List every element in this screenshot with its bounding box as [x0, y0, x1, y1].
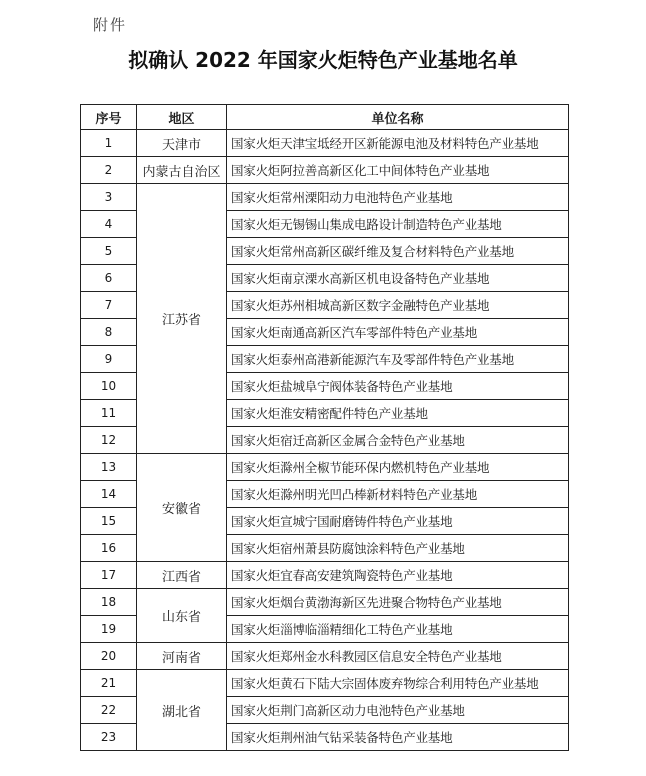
- region-cell: 河南省: [137, 643, 227, 670]
- table-body: [81, 130, 569, 751]
- base-list-table: [80, 104, 569, 751]
- serial-cell: 16: [81, 535, 137, 562]
- unit-name-cell: 国家火炬淮安精密配件特色产业基地: [227, 400, 569, 427]
- region-cell: 天津市: [137, 130, 227, 157]
- unit-name-cell: 国家火炬荆州油气钻采装备特色产业基地: [227, 724, 569, 751]
- unit-name-cell: 国家火炬阿拉善高新区化工中间体特色产业基地: [227, 157, 569, 184]
- unit-name-cell: 国家火炬滁州明光凹凸棒新材料特色产业基地: [227, 481, 569, 508]
- unit-name-cell: 国家火炬南通高新区汽车零部件特色产业基地: [227, 319, 569, 346]
- serial-cell: 10: [81, 373, 137, 400]
- serial-cell: 3: [81, 184, 137, 211]
- serial-cell: 23: [81, 724, 137, 751]
- serial-cell: 13: [81, 454, 137, 481]
- region-cell: 江西省: [137, 562, 227, 589]
- region-cell: 安徽省: [137, 454, 227, 562]
- table-row: [81, 157, 569, 184]
- header-region: 地区: [137, 105, 227, 130]
- unit-name-cell: 国家火炬天津宝坻经开区新能源电池及材料特色产业基地: [227, 130, 569, 157]
- serial-cell: 15: [81, 508, 137, 535]
- region-cell: 山东省: [137, 589, 227, 643]
- document-title: 拟确认 2022 年国家火炬特色产业基地名单: [128, 48, 518, 72]
- unit-name-cell: 国家火炬淄博临淄精细化工特色产业基地: [227, 616, 569, 643]
- unit-name-cell: 国家火炬常州高新区碳纤维及复合材料特色产业基地: [227, 238, 569, 265]
- table-header-row: [81, 105, 569, 130]
- serial-cell: 8: [81, 319, 137, 346]
- unit-name-cell: 国家火炬宣城宁国耐磨铸件特色产业基地: [227, 508, 569, 535]
- unit-name-cell: 国家火炬南京溧水高新区机电设备特色产业基地: [227, 265, 569, 292]
- serial-cell: 17: [81, 562, 137, 589]
- serial-cell: 22: [81, 697, 137, 724]
- serial-cell: 1: [81, 130, 137, 157]
- header-unit-name: 单位名称: [227, 105, 569, 130]
- unit-name-cell: 国家火炬宜春高安建筑陶瓷特色产业基地: [227, 562, 569, 589]
- unit-name-cell: 国家火炬盐城阜宁阀体装备特色产业基地: [227, 373, 569, 400]
- unit-name-cell: 国家火炬常州溧阳动力电池特色产业基地: [227, 184, 569, 211]
- attachment-label: 附件: [93, 16, 128, 34]
- unit-name-cell: 国家火炬滁州全椒节能环保内燃机特色产业基地: [227, 454, 569, 481]
- unit-name-cell: 国家火炬郑州金水科教园区信息安全特色产业基地: [227, 643, 569, 670]
- region-cell: 内蒙古自治区: [137, 157, 227, 184]
- serial-cell: 6: [81, 265, 137, 292]
- serial-cell: 21: [81, 670, 137, 697]
- serial-cell: 2: [81, 157, 137, 184]
- table-row: [81, 184, 569, 211]
- unit-name-cell: 国家火炬苏州相城高新区数字金融特色产业基地: [227, 292, 569, 319]
- header-serial: 序号: [81, 105, 137, 130]
- table-row: [81, 130, 569, 157]
- unit-name-cell: 国家火炬泰州高港新能源汽车及零部件特色产业基地: [227, 346, 569, 373]
- serial-cell: 19: [81, 616, 137, 643]
- serial-cell: 7: [81, 292, 137, 319]
- serial-cell: 20: [81, 643, 137, 670]
- unit-name-cell: 国家火炬烟台黄渤海新区先进聚合物特色产业基地: [227, 589, 569, 616]
- table-row: [81, 454, 569, 481]
- unit-name-cell: 国家火炬黄石下陆大宗固体废弃物综合利用特色产业基地: [227, 670, 569, 697]
- serial-cell: 4: [81, 211, 137, 238]
- unit-name-cell: 国家火炬无锡锡山集成电路设计制造特色产业基地: [227, 211, 569, 238]
- table-row: [81, 562, 569, 589]
- serial-cell: 5: [81, 238, 137, 265]
- serial-cell: 11: [81, 400, 137, 427]
- serial-cell: 18: [81, 589, 137, 616]
- region-cell: 江苏省: [137, 184, 227, 454]
- table-row: [81, 643, 569, 670]
- table-row: [81, 589, 569, 616]
- serial-cell: 14: [81, 481, 137, 508]
- unit-name-cell: 国家火炬荆门高新区动力电池特色产业基地: [227, 697, 569, 724]
- region-cell: 湖北省: [137, 670, 227, 751]
- serial-cell: 9: [81, 346, 137, 373]
- unit-name-cell: 国家火炬宿州萧县防腐蚀涂料特色产业基地: [227, 535, 569, 562]
- unit-name-cell: 国家火炬宿迁高新区金属合金特色产业基地: [227, 427, 569, 454]
- table-row: [81, 670, 569, 697]
- serial-cell: 12: [81, 427, 137, 454]
